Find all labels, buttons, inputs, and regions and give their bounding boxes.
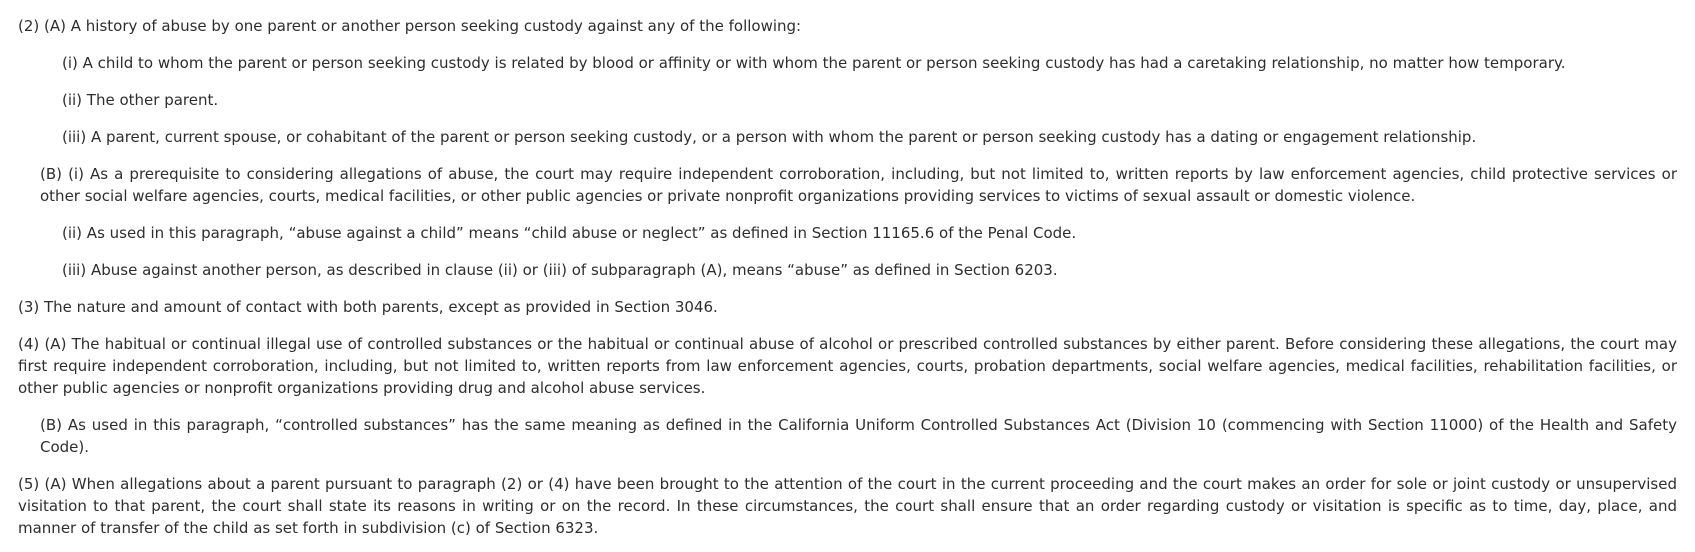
clause-2-b-ii: (ii) As used in this paragraph, “abuse against a child” means “child abuse or neglect” as defined in Section 11165.6 of the Penal Code. bbox=[62, 224, 1077, 242]
clause-2-a-ii: (ii) The other parent. bbox=[62, 91, 219, 109]
subparagraph-4-b: (B) As used in this paragraph, “controlled substances” has the same meaning as defined in the California Uniform Controlled Substances Act (Division 10 (commencing with Section 11000) of the Health and Safety Code). bbox=[40, 416, 1677, 456]
paragraph-2-a: (2) (A) A history of abuse by one parent or another person seeking custody against any of the following: bbox=[18, 17, 802, 35]
clause-2-b-iii: (iii) Abuse against another person, as described in clause (ii) or (iii) of subparagraph (A), means “abuse” as defined in Section 6203. bbox=[62, 261, 1058, 279]
paragraph-3: (3) The nature and amount of contact with both parents, except as provided in Section 3046. bbox=[18, 298, 718, 316]
subparagraph-2-b-i: (B) (i) As a prerequisite to considering allegations of abuse, the court may require independent corroboration, including, but not limited to, written reports by law enforcement agencies, child protective services or other social welfare agencies, courts, medical facilities, or other public agencies or private nonprofit organizations providing services to victims of sexual assault or domestic violence. bbox=[40, 165, 1677, 205]
clause-2-a-iii: (iii) A parent, current spouse, or cohabitant of the parent or person seeking custody, or a person with whom the parent or person seeking custody has a dating or engagement relationship. bbox=[62, 128, 1477, 146]
clause-2-a-i: (i) A child to whom the parent or person seeking custody is related by blood or affinity or with whom the parent or person seeking custody has had a caretaking relationship, no matter how temporary. bbox=[62, 54, 1566, 72]
paragraph-5-a: (5) (A) When allegations about a parent pursuant to paragraph (2) or (4) have been brought to the attention of the court in the current proceeding and the court makes an order for sole or joint custody or unsupervised visitation to that parent, the court shall state its reasons in writing or on the record. In these circumstances, the court shall ensure that an order regarding custody or visitation is specific as to time, day, place, and manner of transfer of the child as set forth in subdivision (c) of Section 6323. bbox=[18, 475, 1677, 537]
paragraph-4-a: (4) (A) The habitual or continual illegal use of controlled substances or the habitual or continual abuse of alcohol or prescribed controlled substances by either parent. Before considering these allegations, the court may first require independent corroboration, including, but not limited to, written reports from law enforcement agencies, courts, probation departments, social welfare agencies, medical facilities, rehabilitation facilities, or other public agencies or nonprofit organizations providing drug and alcohol abuse services. bbox=[18, 335, 1677, 397]
